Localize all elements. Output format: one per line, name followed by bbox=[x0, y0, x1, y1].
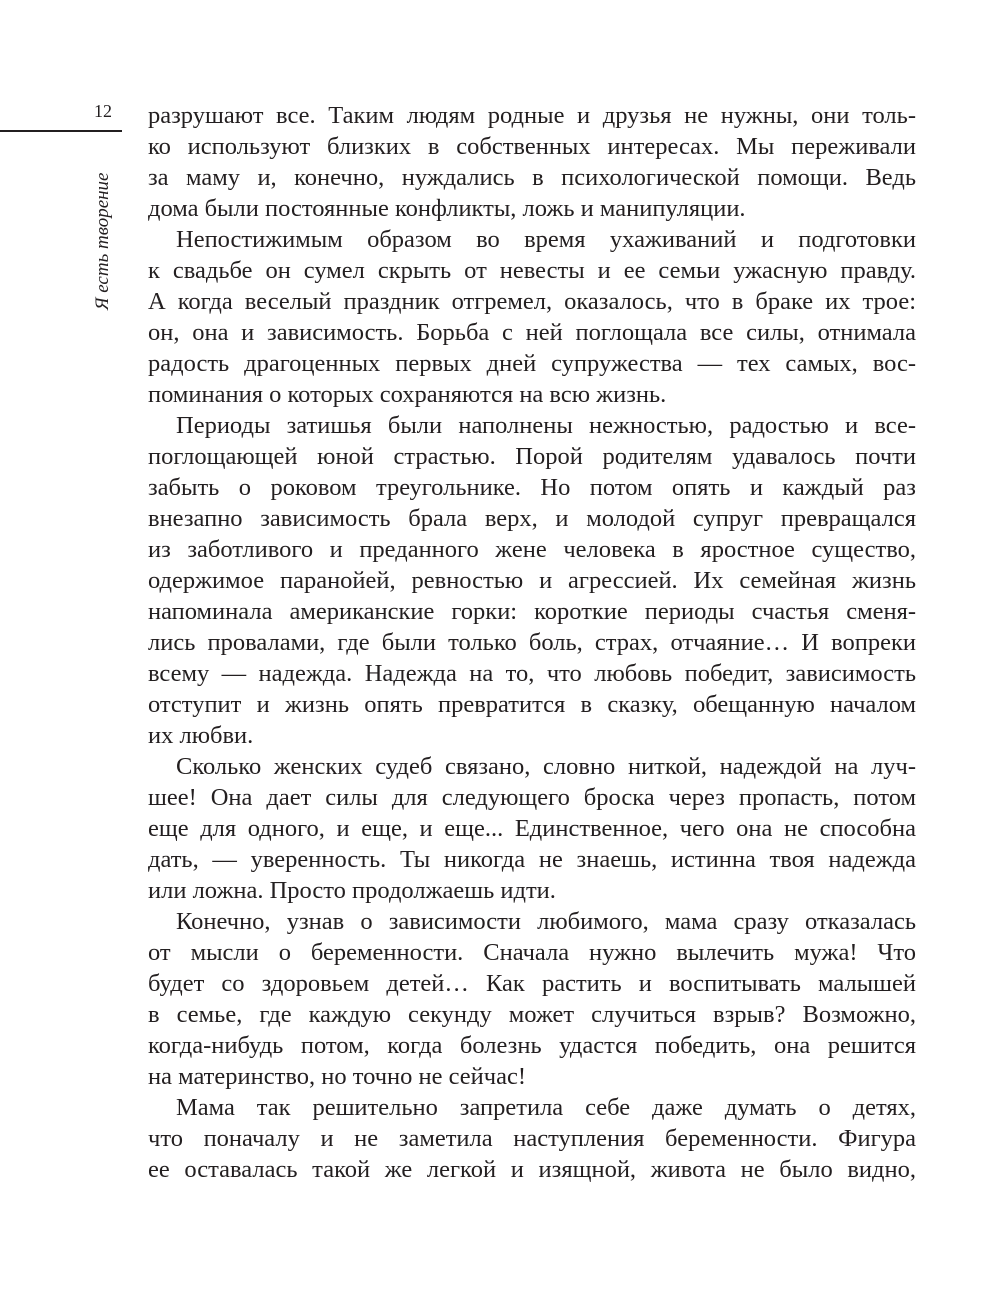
text-line: поминания о которых сохраняются на всю жизнь. bbox=[148, 381, 667, 408]
text-line: в семье, где каждую секунду может случиться взрыв? Возможно, bbox=[148, 1001, 916, 1028]
text-line: шее! Она дает силы для следующего броска через пропасть, потом bbox=[148, 784, 916, 811]
text-line: ко используют близких в собственных интересах. Мы переживали bbox=[148, 133, 916, 160]
text-line: Непостижимым образом во время ухаживаний и подготовки bbox=[176, 226, 916, 253]
text-line: будет со здоровьем детей… Как растить и воспитывать малышей bbox=[148, 970, 916, 997]
text-line: радость драгоценных первых дней супружества — тех самых, вос- bbox=[148, 350, 916, 377]
paragraph bbox=[148, 224, 916, 410]
text-line: лись провалами, где были только боль, страх, отчаяние… И вопреки bbox=[148, 629, 916, 656]
margin-rule bbox=[0, 130, 122, 132]
running-head: Я есть творение bbox=[92, 172, 113, 310]
paragraph bbox=[148, 751, 916, 906]
text-line: на материнство, но точно не сейчас! bbox=[148, 1063, 527, 1090]
text-line: ее оставалась такой же легкой и изящной, живота не было видно, bbox=[148, 1156, 916, 1183]
text-line: к свадьбе он сумел скрыть от невесты и ее семьи ужасную правду. bbox=[148, 257, 916, 284]
text-line: от мысли о беременности. Сначала нужно вылечить мужа! Что bbox=[148, 939, 916, 966]
text-line: всему — надежда. Надежда на то, что любовь победит, зависимость bbox=[148, 660, 916, 687]
body-text bbox=[148, 100, 916, 1185]
text-line: отступит и жизнь опять превратится в сказку, обещанную началом bbox=[148, 691, 916, 718]
text-line: Мама так решительно запретила себе даже думать о детях, bbox=[176, 1094, 916, 1121]
paragraph bbox=[148, 410, 916, 751]
text-line: напоминала американские горки: короткие периоды счастья сменя- bbox=[148, 598, 916, 625]
text-line: поглощающей юной страстью. Порой родителям удавалось почти bbox=[148, 443, 916, 470]
text-line: дать, — уверенность. Ты никогда не знаешь, истинна твоя надежда bbox=[148, 846, 916, 873]
text-line: Сколько женских судеб связано, словно ниткой, надеждой на луч- bbox=[176, 753, 916, 780]
paragraph bbox=[148, 100, 916, 224]
text-line: что поначалу и не заметила наступления беременности. Фигура bbox=[148, 1125, 916, 1152]
text-line: дома были постоянные конфликты, ложь и манипуляции. bbox=[148, 195, 746, 222]
text-line: забыть о роковом треугольнике. Но потом опять и каждый раз bbox=[148, 474, 916, 501]
text-line: разрушают все. Таким людям родные и друзья не нужны, они толь- bbox=[148, 102, 916, 129]
page-number: 12 bbox=[94, 101, 112, 121]
text-line: из заботливого и преданного жене человека в яростное существо, bbox=[148, 536, 916, 563]
text-line: одержимое паранойей, ревностью и агрессией. Их семейная жизнь bbox=[148, 567, 916, 594]
text-line: когда-нибудь потом, когда болезнь удастся победить, она решится bbox=[148, 1032, 916, 1059]
text-line: или ложна. Просто продолжаешь идти. bbox=[148, 877, 556, 904]
text-line: за маму и, конечно, нуждались в психологической помощи. Ведь bbox=[148, 164, 916, 191]
text-line: еще для одного, и еще, и еще... Единственное, чего она не способна bbox=[148, 815, 916, 842]
text-line: внезапно зависимость брала верх, и молодой супруг превращался bbox=[148, 505, 916, 532]
text-line: он, она и зависимость. Борьба с ней поглощала все силы, отнимала bbox=[148, 319, 916, 346]
text-line: их любви. bbox=[148, 722, 254, 749]
paragraph bbox=[148, 1092, 916, 1185]
text-line: Периоды затишья были наполнены нежностью, радостью и все- bbox=[176, 412, 916, 439]
paragraph bbox=[148, 906, 916, 1092]
text-line: А когда веселый праздник отгремел, оказалось, что в браке их трое: bbox=[148, 288, 916, 315]
text-line: Конечно, узнав о зависимости любимого, мама сразу отказалась bbox=[176, 908, 916, 935]
